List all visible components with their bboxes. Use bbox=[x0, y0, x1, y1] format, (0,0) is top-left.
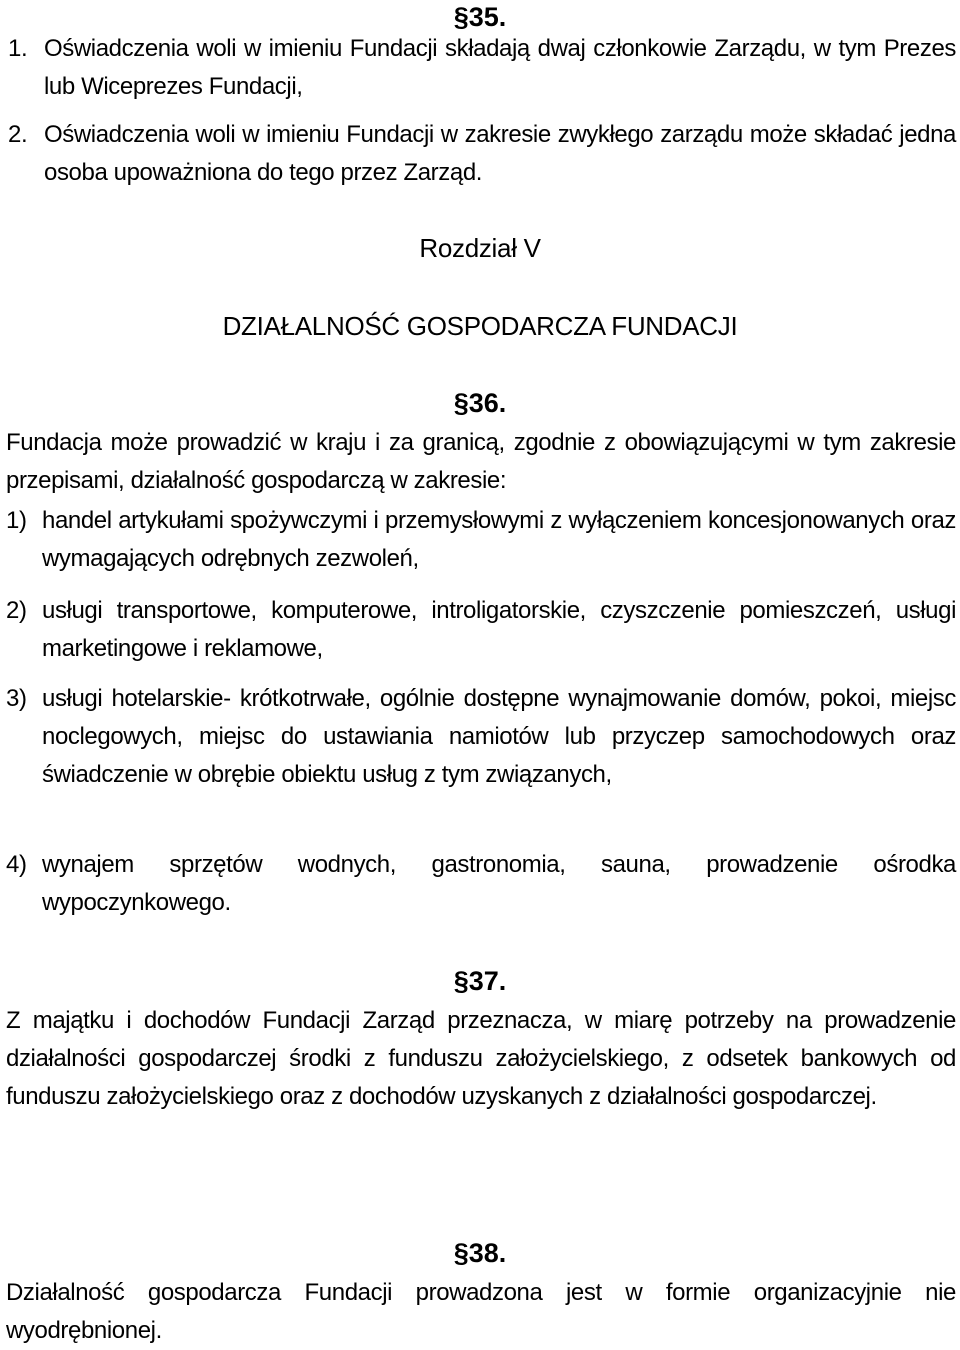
section-number-37: §37. bbox=[453, 966, 507, 996]
section-36-item-1 bbox=[6, 502, 956, 578]
item-text: Oświadczenia woli w imieniu Fundacji w zakresie zwykłego zarządu może składać jedna osoba upoważniona do tego przez Zarząd. bbox=[44, 121, 956, 186]
item-text: Oświadczenia woli w imieniu Fundacji składają dwaj członkowie Zarządu, w tym Prezes lub Wiceprezes Fundacji, bbox=[44, 35, 956, 100]
item-number: 4) bbox=[6, 851, 27, 878]
section-36-item-2 bbox=[6, 592, 956, 668]
chapter-title: DZIAŁALNOŚĆ GOSPODARCZA FUNDACJI bbox=[222, 311, 738, 341]
item-number: 1. bbox=[8, 35, 28, 62]
section-number-35: §35. bbox=[453, 2, 507, 32]
item-number: 2) bbox=[6, 597, 27, 624]
section-number-38: §38. bbox=[453, 1238, 507, 1268]
section-35-item-2 bbox=[8, 116, 956, 192]
item-number: 2. bbox=[8, 121, 28, 148]
item-text: wynajem sprzętów wodnych, gastronomia, sauna, prowadzenie ośrodka wypoczynkowego. bbox=[42, 851, 956, 916]
item-number: 1) bbox=[6, 507, 27, 534]
section-number-36: §36. bbox=[453, 388, 507, 418]
item-text: usługi hotelarskie- krótkotrwałe, ogólnie dostępne wynajmowanie domów, pokoi, miejsc noclegowych, miejsc do ustawiania namiotów lub przyczep samochodowych oraz świadczenie w obrębie obiektu usług z tym związanych, bbox=[42, 685, 956, 788]
section-36-intro: Fundacja może prowadzić w kraju i za granicą, zgodnie z obowiązującymi w tym zakresie przepisami, działalność gospodarczą w zakresie: bbox=[6, 429, 956, 494]
section-37-text: Z majątku i dochodów Fundacji Zarząd przeznacza, w miarę potrzeby na prowadzenie działalności gospodarczej środki z funduszu założycielskiego, z odsetek bankowych od funduszu założycielskiego oraz z dochodów uzyskanych z działalności gospodarczej. bbox=[6, 1007, 956, 1110]
item-text: handel artykułami spożywczymi i przemysłowymi z wyłączeniem koncesjonowanych oraz wymagających odrębnych zezwoleń, bbox=[42, 507, 956, 572]
section-36-item-3 bbox=[6, 680, 956, 794]
section-36-item-4 bbox=[6, 846, 956, 922]
item-number: 3) bbox=[6, 685, 27, 712]
section-35-item-1 bbox=[8, 30, 956, 106]
section-38-text: Działalność gospodarcza Fundacji prowadzona jest w formie organizacyjnie nie wyodrębnionej. bbox=[6, 1279, 956, 1344]
chapter-label: Rozdział V bbox=[419, 233, 541, 263]
item-text: usługi transportowe, komputerowe, introligatorskie, czyszczenie pomieszczeń, usługi marketingowe i reklamowe, bbox=[42, 597, 956, 662]
